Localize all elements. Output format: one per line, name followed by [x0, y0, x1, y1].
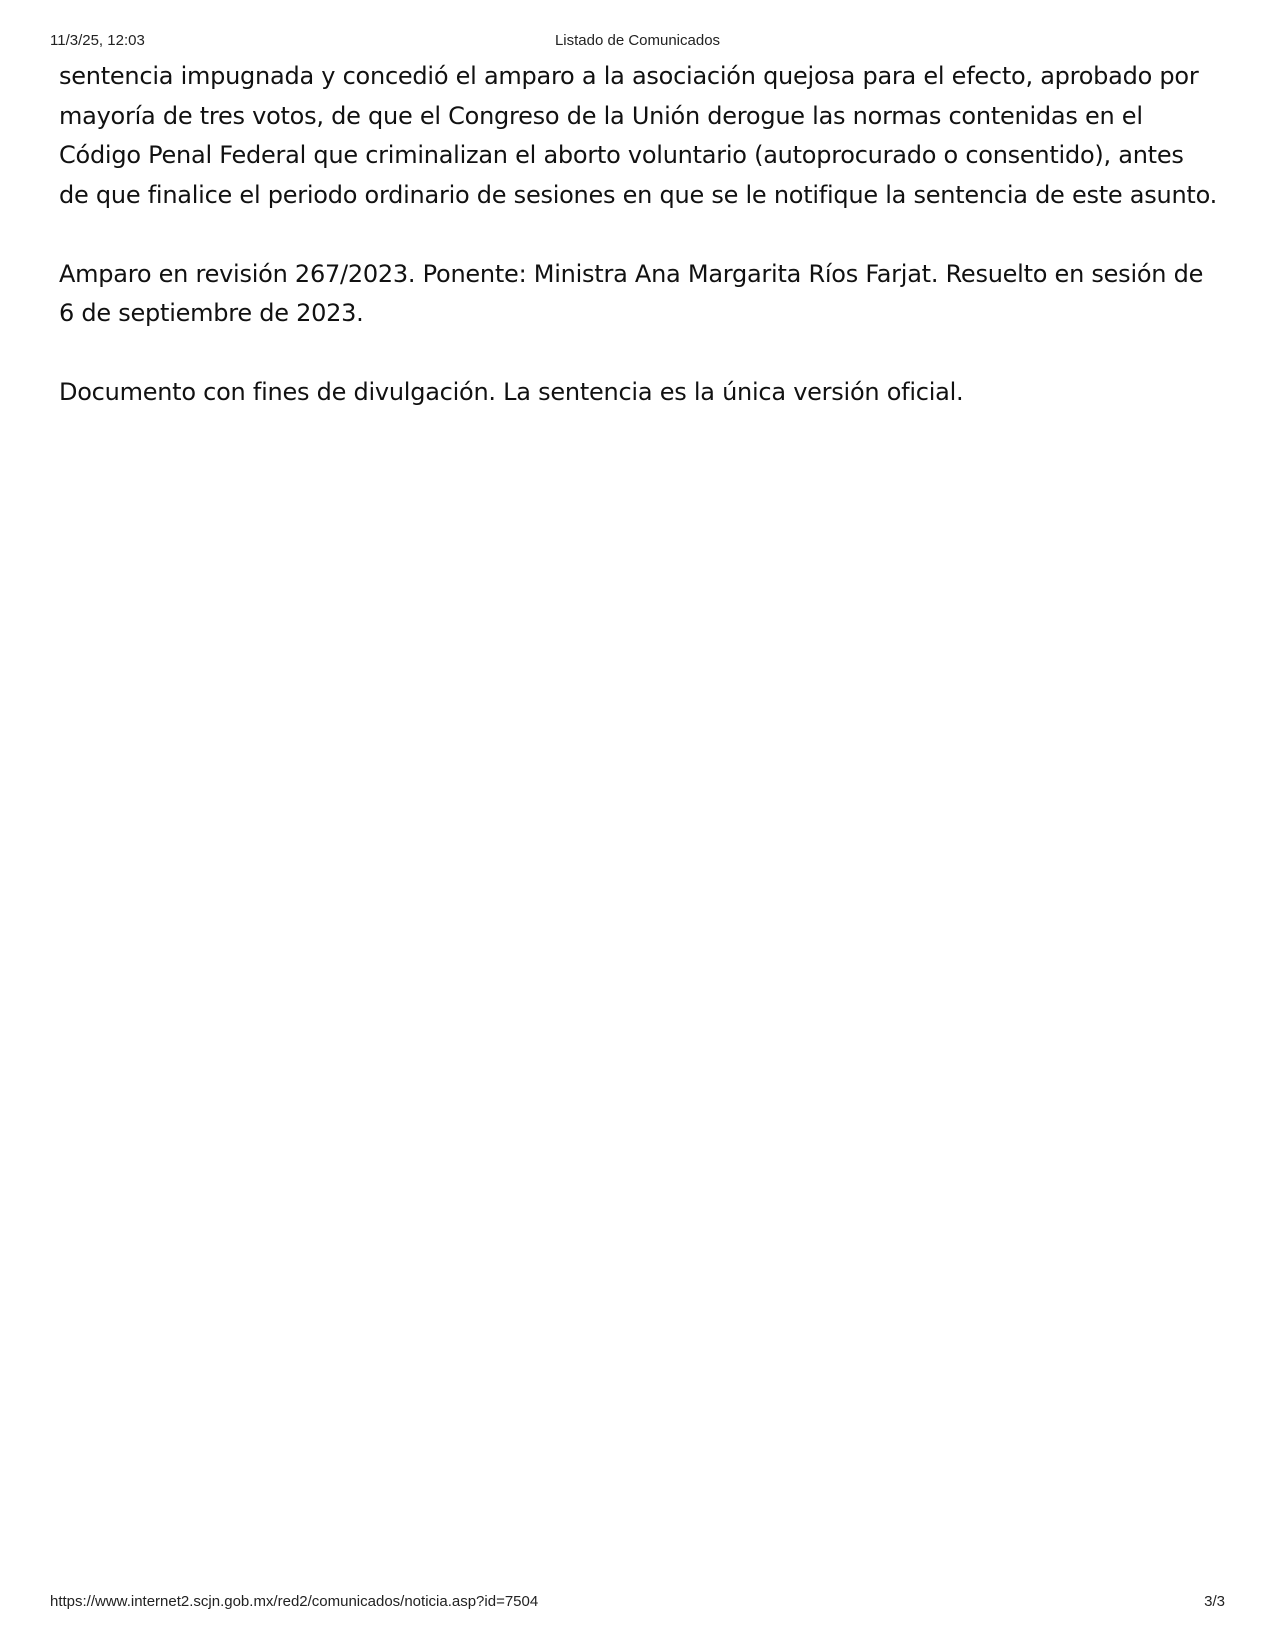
print-header	[50, 32, 1225, 52]
page-indicator: 3/3	[1204, 1593, 1225, 1610]
paragraph-ruling: sentencia impugnada y concedió el amparo a la asociación quejosa para el efecto, aprobado por mayoría de tres votos, de que el Congreso de la Unión derogue las normas contenidas en el Código Penal Federal que criminalizan el aborto voluntario (autoprocurado o consentido), antes de que finalice el periodo ordinario de sesiones en que se le notifique la sentencia de este asunto.	[59, 62, 1217, 209]
print-datetime: 11/3/25, 12:03	[50, 32, 145, 49]
paragraph-case-reference: Amparo en revisión 267/2023. Ponente: Ministra Ana Margarita Ríos Farjat. Resuelto en sesión de 6 de septiembre de 2023.	[59, 259, 1204, 327]
print-footer	[50, 1593, 1225, 1613]
document-body	[59, 57, 1219, 413]
source-url: https://www.internet2.scjn.gob.mx/red2/comunicados/noticia.asp?id=7504	[50, 1593, 539, 1610]
page-title: Listado de Comunicados	[554, 32, 721, 49]
paragraph-disclaimer: Documento con fines de divulgación. La sentencia es la única versión oficial.	[59, 378, 964, 406]
